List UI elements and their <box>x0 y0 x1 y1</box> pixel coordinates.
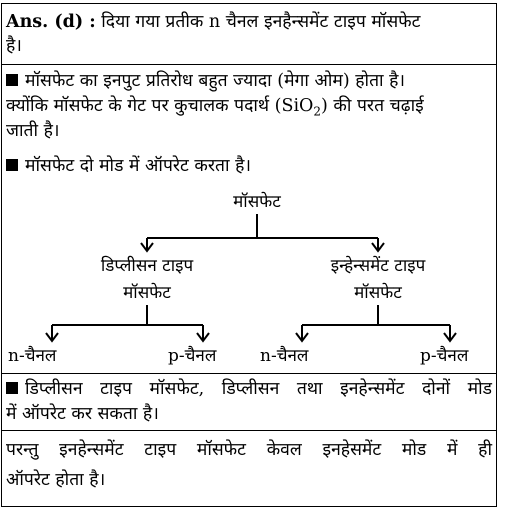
point-2-line-1: मॉसफेट दो मोड में ऑपरेट करता है। <box>6 155 251 177</box>
point-3-line-2: में ऑपरेट कर सकता है। <box>6 404 159 424</box>
point-4-line-1: परन्तु इनहेन्समेंट टाइप मॉसफेट केवल इनहेसमेंट मोड में ही <box>6 440 492 460</box>
answer-text: दिया गया प्रतीक n चैनल इनहैन्समेंट टाइप मॉसफेट <box>101 12 421 32</box>
tree-left-line-1: डिप्लीसन टाइप <box>100 256 194 276</box>
tree-left-leaf-n: n-चैनल <box>8 346 57 366</box>
tree-right-leaf-n: n-चैनल <box>260 346 309 366</box>
tree-right-line-1: इन्हेन्समेंट टाइप <box>330 256 426 276</box>
tree-right-line-2: मॉसफेट <box>354 283 402 303</box>
point-4-line-2: ऑपरेट होता है। <box>6 470 106 490</box>
tree-root: मॉसफेट <box>233 192 281 212</box>
answer-line-2: है। <box>6 36 22 56</box>
answer-label: Ans. (d) : <box>6 12 96 32</box>
point-3-line-1: डिप्लीसन टाइप मॉसफेट, डिप्लीसन तथा इनहेन्समेंट दोनों मोड <box>6 378 492 400</box>
point-1-line-2: क्योंकि मॉसफेट के गेट पर कुचालक पदार्थ (SiO$_2$) की परत चढ़ाई <box>6 96 424 119</box>
tree-left-leaf-p: p-चैनल <box>168 346 217 366</box>
point-1-line-3: जाती है। <box>6 121 60 141</box>
bullet-square-icon <box>6 382 18 394</box>
tree-right-leaf-p: p-चैनल <box>420 346 469 366</box>
point-1-line-1: मॉसफेट का इनपुट प्रतिरोध बहुत ज्यादा (मेगा ओम) होता है। <box>6 70 492 92</box>
tree-left-line-2: मॉसफेट <box>123 283 171 303</box>
